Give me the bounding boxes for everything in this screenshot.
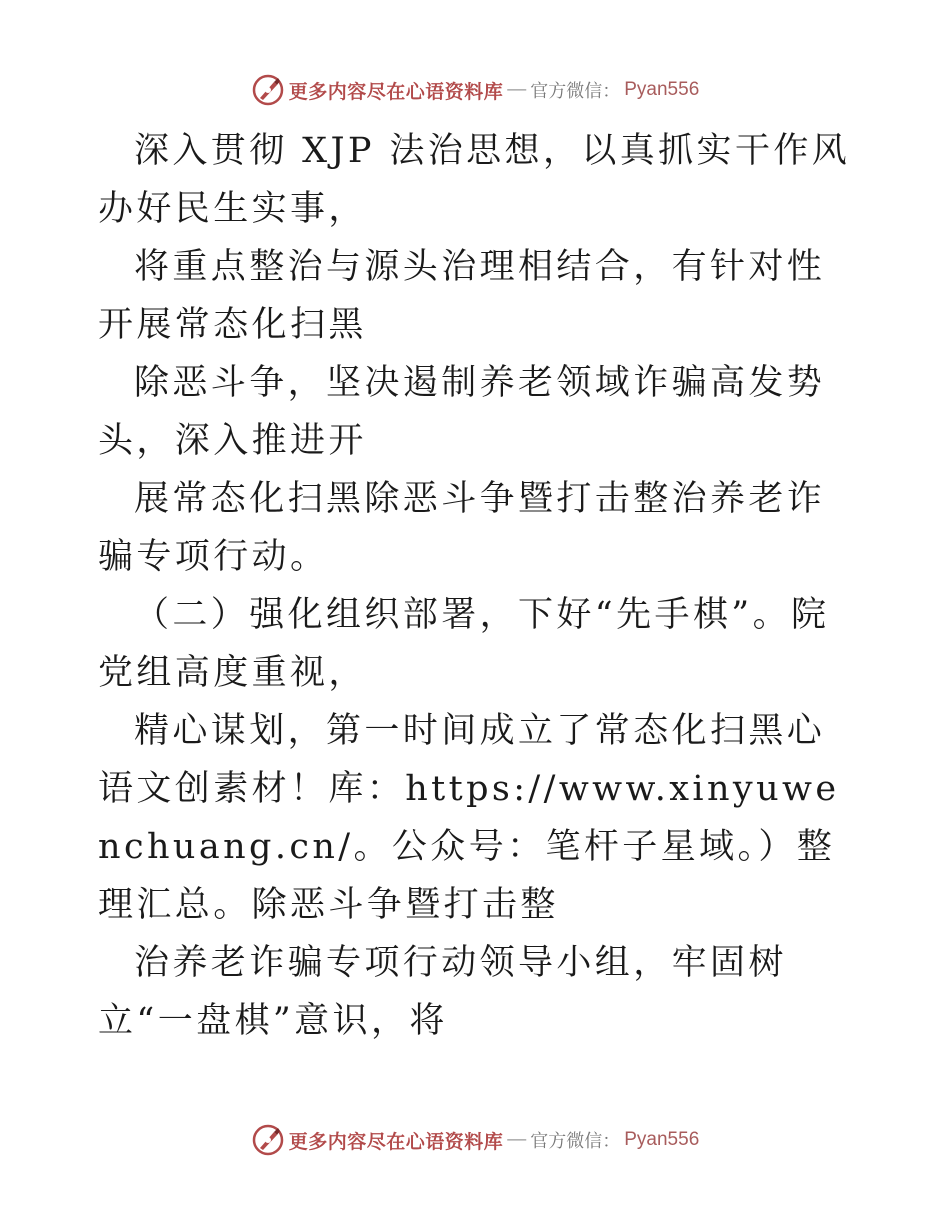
header-wechat-label: 官方微信： <box>530 81 621 102</box>
page-footer <box>0 1120 950 1160</box>
paragraph-6: 精心谋划，第一时间成立了常态化扫黑心语文创素材！库：https://www.xinyuwenchuang.cn/。公众号：笔杆子星域。）整理汇总。除恶斗争暨打击整 <box>98 711 840 925</box>
header-banner <box>251 73 700 107</box>
paragraph-5: （二）强化组织部署，下好“先手棋”。院党组高度重视， <box>98 595 830 693</box>
header-brand-text: 更多内容尽在心语资料库 <box>288 80 504 103</box>
document-body <box>98 122 853 1050</box>
paragraph-1: 深入贯彻 XJP 法治思想，以真抓实干作风办好民生实事， <box>98 131 851 229</box>
paragraph-2: 将重点整治与源头治理相结合，有针对性开展常态化扫黑 <box>98 247 826 345</box>
header-dash: — <box>507 79 527 100</box>
quill-pen-logo-icon <box>251 73 285 107</box>
paragraph-7: 治养老诈骗专项行动领导小组，牢固树立“一盘棋”意识，将 <box>98 943 787 1041</box>
page-header <box>0 70 950 110</box>
footer-banner <box>251 1123 700 1157</box>
header-wechat-id: Pyan556 <box>624 79 700 100</box>
footer-wechat-id: Pyan556 <box>624 1129 700 1150</box>
footer-brand-text: 更多内容尽在心语资料库 <box>288 1130 504 1153</box>
footer-wechat-label: 官方微信： <box>530 1131 621 1152</box>
quill-pen-logo-icon <box>251 1123 285 1157</box>
paragraph-3: 除恶斗争，坚决遏制养老领域诈骗高发势头，深入推进开 <box>98 363 826 461</box>
footer-dash: — <box>507 1129 527 1150</box>
paragraph-4: 展常态化扫黑除恶斗争暨打击整治养老诈骗专项行动。 <box>98 479 826 577</box>
